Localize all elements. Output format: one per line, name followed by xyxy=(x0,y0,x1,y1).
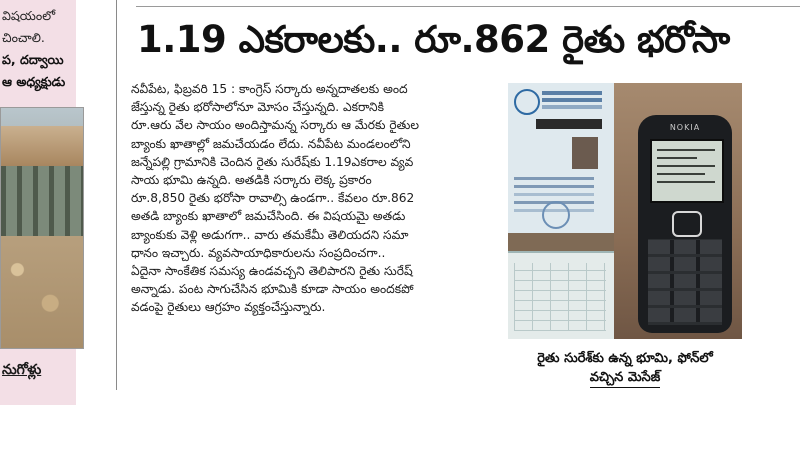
article-body-line: బ్యాంకు ఖాతాల్లో జమచేయడం లేదు. నవీపేట మండలంలోని xyxy=(131,136,411,151)
left-column-line: విషయంలో xyxy=(2,8,56,23)
article-body-line: జేస్తున్న రైతు భరోసాలోనూ మోసం చేస్తున్నది. ఎకరానికి xyxy=(131,100,384,115)
left-column-caption: నుగోళ్లు xyxy=(2,362,42,378)
shed-pillars xyxy=(1,166,83,236)
phone-keypad xyxy=(648,239,722,325)
article-photo xyxy=(508,83,742,339)
article-headline: 1.19 ఎకరాలకు.. రూ.862 రైతు భరోసా xyxy=(137,18,730,61)
grain-heap xyxy=(1,236,83,348)
left-column-line: చించాలి. xyxy=(2,30,45,45)
article-body-line: రూ.ఆరు వేల సాయం అందిస్తామన్న సర్కారు ఆ మేరకు రైతుల xyxy=(131,118,419,133)
article-body-line: నవీపేట, ఫిబ్రవరి 15 : కాంగ్రెస్ సర్కారు అన్నదాతలకు అంద xyxy=(131,82,408,96)
article-body-line: అతడి బ్యాంకు ఖాతాలో జమచేసింది. ఈ విషయమై అతడు xyxy=(131,209,406,224)
left-column xyxy=(0,0,110,455)
top-rule xyxy=(136,6,800,7)
left-column-line: ఆ అధ్యక్షుడు xyxy=(2,74,66,89)
column-divider xyxy=(116,0,117,390)
land-passbook-image xyxy=(508,83,615,233)
photo-caption xyxy=(508,349,742,388)
passbook-photo xyxy=(572,137,598,169)
emblem-icon xyxy=(514,89,540,115)
phone-screen xyxy=(650,139,724,203)
article-body-line: వడంపై రైతులు ఆగ్రహం వ్యక్తంచేస్తున్నారు. xyxy=(131,300,326,315)
phone-nav-key-icon xyxy=(672,211,702,237)
article-body-line: రూ.8,850 రైతు భరోసా రావాల్సి ఉండగా.. కేవలం రూ.862 xyxy=(131,191,415,206)
passbook-header xyxy=(542,91,602,95)
left-column-line: ప, దద్వాయి xyxy=(2,52,64,67)
seal-icon xyxy=(542,201,570,229)
article-body-line: జన్నేపల్లి గ్రామానికి చెందిన రైతు సురేష్‌కు 1.19ఎకరాల వ్యవ xyxy=(131,154,414,169)
article-body-line: సాయ భూమి ఉన్నది. అతడికి సర్కారు లెక్క ప్రకారం xyxy=(131,173,372,188)
article-body xyxy=(131,80,497,317)
shed-roof xyxy=(1,126,83,166)
article-body-line: ధానం ఇచ్చారు. వ్యవసాయాధికారులను సంప్రదించగా.. xyxy=(131,245,386,260)
photo-caption-line: రైతు సురేశ్‌కు ఉన్న భూమి, ఫోన్‌లో xyxy=(537,351,713,366)
record-table-grid xyxy=(514,263,606,331)
mobile-phone-image xyxy=(638,115,732,333)
left-column-photo xyxy=(0,107,84,349)
passbook-text-lines xyxy=(514,177,594,180)
photo-caption-line: వచ్చిన మెసేజ్ xyxy=(590,368,660,388)
article-body-line: అన్నాడు. పంట సాగుచేసిన భూమికి కూడా సాయం అందకపో xyxy=(131,282,414,297)
article-body-line: ఏదైనా సాంకేతిక సమస్య ఉండవచ్చని తెలిపారని రైతు సురేష్ xyxy=(131,264,413,279)
article-body-line: బ్యాంకుకు వెళ్లి అడుగగా.. వారు తమకేమీ తెలియదని సమా xyxy=(131,227,409,242)
land-record-page-image xyxy=(508,251,618,339)
passbook-strip xyxy=(536,119,602,129)
phone-brand-logo: NOKIA xyxy=(669,123,701,132)
